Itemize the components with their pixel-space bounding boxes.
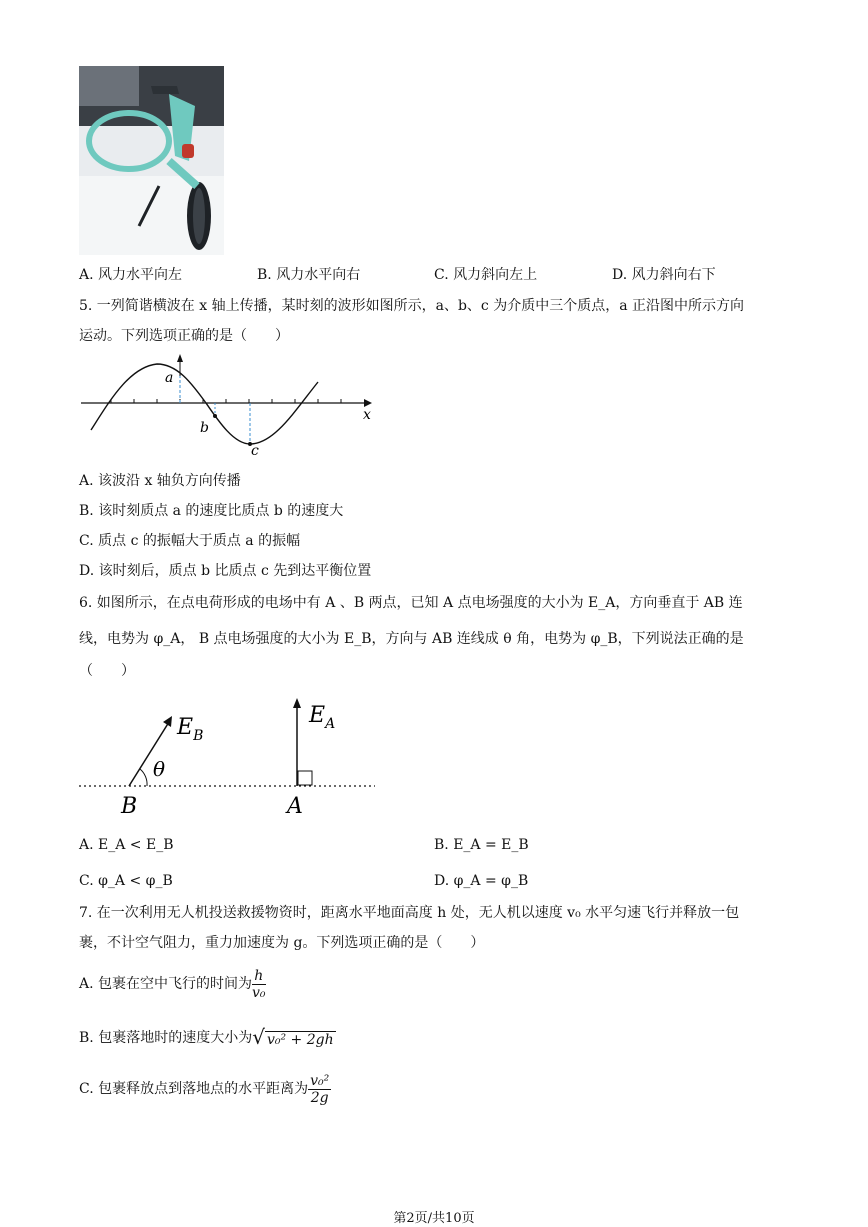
q7-option-c-fraction: [308, 1073, 331, 1106]
q6-option-d: D. φ_A = φ_B: [434, 873, 529, 889]
q5-option-d: D. 该时刻后，质点 b 比质点 c 先到达平衡位置: [79, 563, 372, 579]
q5-stem-line2: 运动。下列选项正确的是（ ）: [79, 328, 289, 344]
bicycle-photo: [79, 66, 224, 255]
q5-label-a: a: [165, 370, 174, 386]
q7-option-b: [79, 1024, 336, 1052]
q6-label-a: A: [287, 794, 303, 819]
q4-option-a: A. 风力水平向左: [79, 267, 183, 283]
q7-option-a-denominator: v₀: [252, 984, 266, 1001]
q7-option-a-fraction: [252, 968, 266, 1001]
q6-option-a: A. E_A < E_B: [79, 837, 174, 853]
q7-stem-line2: 裹，不计空气阻力，重力加速度为 g。下列选项正确的是（ ）: [79, 935, 485, 951]
q7-option-c-text: C. 包裹释放点到落地点的水平距离为: [79, 1081, 309, 1097]
q6-option-c: C. φ_A < φ_B: [79, 873, 173, 889]
q4-option-d: D. 风力斜向右下: [612, 267, 716, 283]
q5-option-c: C. 质点 c 的振幅大于质点 a 的振幅: [79, 533, 301, 549]
q5-stem-line1: 5. 一列简谐横波在 x 轴上传播，某时刻的波形如图所示，a、b、c 为介质中三个质点，a 正沿图中所示方向: [79, 298, 744, 314]
q6-stem-line2: 线，电势为 φ_A， B 点电场强度的大小为 E_B，方向与 AB 连线成 θ 角，电势为 φ_B，下列说法正确的是: [79, 631, 744, 647]
q5-wave-figure: [79, 352, 379, 462]
q6-stem-line1: 6. 如图所示，在点电荷形成的电场中有 A 、B 两点，已知 A 点电场强度的大小为 E_A，方向垂直于 AB 连: [79, 595, 743, 611]
q7-option-b-radicand: v₀² + 2gh: [266, 1031, 334, 1048]
page-number: 第2页/共10页: [393, 1211, 475, 1226]
q4-option-b: B. 风力水平向右: [257, 267, 361, 283]
q6-label-b: B: [121, 794, 138, 819]
q7-stem-line1: 7. 在一次利用无人机投送救援物资时，距离水平地面高度 h 处，无人机以速度 v₀ 水平匀速飞行并释放一包: [79, 905, 740, 921]
q5-label-b: b: [200, 420, 209, 436]
q5-label-c: c: [251, 443, 259, 459]
q7-option-c: [79, 1066, 331, 1112]
q7-option-a: [79, 962, 266, 1006]
q6-label-ea: $E_A$: [309, 703, 336, 732]
q6-stem-line3: （ ）: [79, 663, 135, 679]
q5-option-b: B. 该时刻质点 a 的速度比质点 b 的速度大: [79, 503, 344, 519]
q7-option-a-text: A. 包裹在空中飞行的时间为: [79, 976, 253, 992]
q5-label-x: x: [363, 407, 371, 423]
q6-label-theta: θ: [153, 757, 166, 781]
q7-option-b-sqrt: √ v₀² + 2gh: [252, 1024, 334, 1049]
q5-option-a: A. 该波沿 x 轴负方向传播: [79, 473, 241, 489]
q7-option-c-numerator: v₀²: [310, 1072, 330, 1089]
q7-option-c-denominator: 2g: [310, 1089, 329, 1106]
q7-option-b-text: B. 包裹落地时的速度大小为: [79, 1030, 253, 1046]
q6-field-figure: [79, 692, 379, 820]
q6-option-b: B. E_A = E_B: [434, 837, 529, 853]
q6-label-eb: $E_B$: [177, 715, 204, 744]
q4-option-c: C. 风力斜向左上: [434, 267, 538, 283]
q7-option-a-numerator: h: [252, 968, 266, 985]
